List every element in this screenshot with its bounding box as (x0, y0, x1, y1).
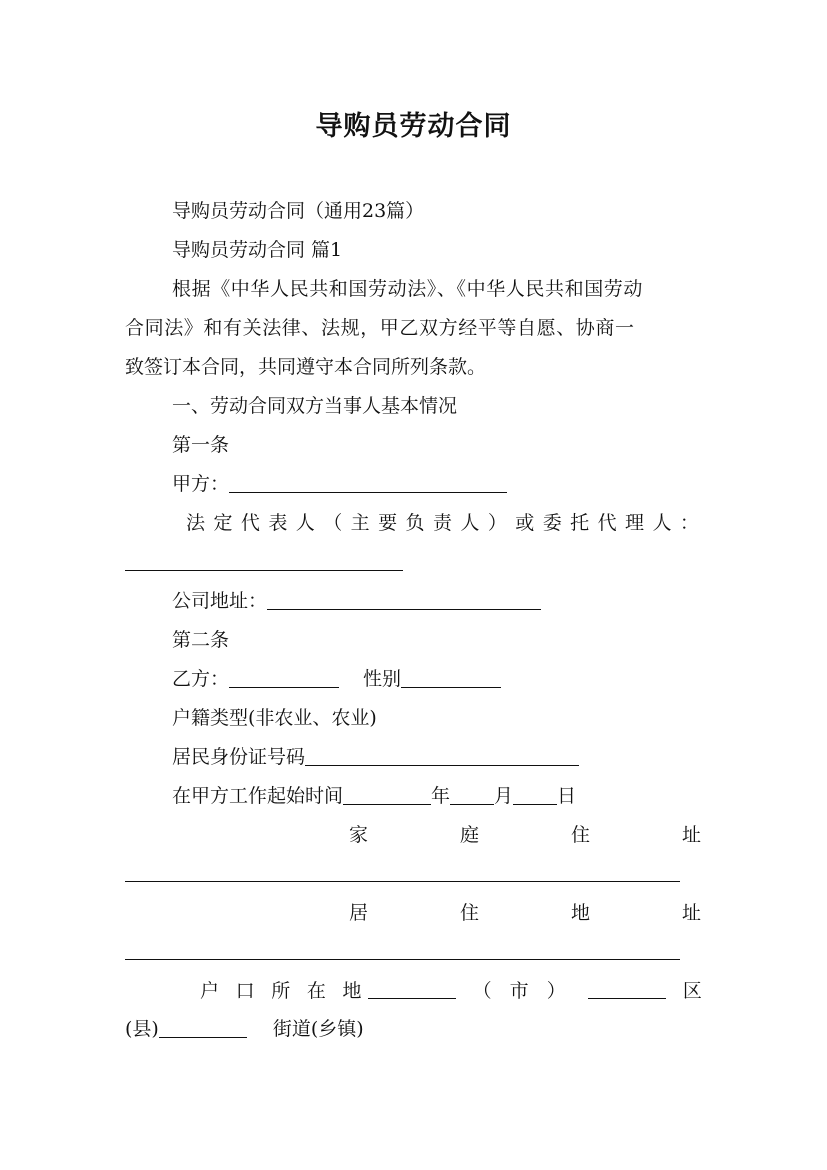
household-type: 户籍类型(非农业、农业) (172, 707, 377, 729)
intro-line-3: 致签订本合同，共同遵守本合同所列条款。 (125, 356, 487, 378)
company-address-label: 公司地址： (172, 590, 268, 612)
legal-rep-char: 代 (597, 512, 617, 534)
day-label: 日 (557, 785, 577, 807)
city-label: （ 市 ） (472, 980, 572, 1002)
legal-rep-char: 要 (378, 512, 398, 534)
gender-blank[interactable] (401, 669, 501, 688)
intro-line-1: 根据《中华人民共和国劳动法》、《中华人民共和国劳动 (172, 278, 644, 300)
start-time-row (172, 785, 576, 807)
legal-rep-row (186, 512, 699, 534)
party-a-blank[interactable] (229, 474, 507, 493)
document-subtitle: 导购员劳动合同（通用23篇） (172, 200, 425, 222)
party-b-row (172, 668, 501, 690)
county-label: (县) (125, 1018, 159, 1040)
party-a-row (172, 473, 507, 495)
party-a-label: 甲方： (172, 473, 230, 495)
legal-rep-char: 法 (186, 512, 206, 534)
registered-residence-row (200, 980, 702, 1002)
legal-rep-char: 人 (460, 512, 480, 534)
month-label: 月 (494, 785, 514, 807)
home-address-char: 址 (681, 824, 701, 846)
party-b-blank[interactable] (229, 669, 339, 688)
legal-rep-char: 委 (542, 512, 562, 534)
legal-rep-char: 人 (295, 512, 315, 534)
start-time-label: 在甲方工作起始时间 (172, 785, 344, 807)
part1-heading: 一、劳动合同双方当事人基本情况 (172, 395, 458, 417)
registered-char: 户 (200, 980, 220, 1002)
id-number-label: 居民身份证号码 (172, 746, 306, 768)
residence-address-char: 住 (459, 902, 479, 924)
article-1-label: 第一条 (172, 434, 230, 456)
day-blank[interactable] (513, 786, 557, 805)
year-blank[interactable] (343, 786, 431, 805)
legal-rep-char: 负 (405, 512, 425, 534)
city-blank[interactable] (368, 980, 456, 999)
registered-char: 所 (271, 980, 291, 1002)
legal-rep-char: 代 (240, 512, 260, 534)
street-label: 街道(乡镇) (272, 1018, 364, 1040)
residence-address-blank[interactable] (125, 958, 680, 960)
legal-rep-char: 理 (625, 512, 645, 534)
home-address-blank[interactable] (125, 880, 680, 882)
company-address-row (172, 590, 541, 612)
registered-char: 在 (306, 980, 326, 1002)
party-b-label: 乙方： (172, 668, 230, 690)
district-label: 区 (682, 980, 702, 1002)
intro-line-2: 合同法》和有关法律、法规，甲乙双方经平等自愿、协商一 (125, 317, 635, 339)
home-address-row (349, 824, 701, 846)
legal-rep-char: 主 (350, 512, 370, 534)
registered-char: 地 (342, 980, 362, 1002)
company-address-blank[interactable] (267, 591, 541, 610)
legal-rep-char: 或 (515, 512, 535, 534)
legal-rep-char: 表 (268, 512, 288, 534)
residence-address-char: 地 (570, 902, 590, 924)
year-label: 年 (431, 785, 451, 807)
legal-rep-char: 托 (570, 512, 590, 534)
home-address-char: 家 (349, 824, 369, 846)
legal-rep-char: ： (679, 512, 699, 534)
legal-rep-char: 人 (652, 512, 672, 534)
home-address-char: 庭 (459, 824, 479, 846)
legal-rep-char: 定 (213, 512, 233, 534)
district-blank[interactable] (588, 980, 666, 999)
registered-char: 口 (235, 980, 255, 1002)
legal-rep-char: 责 (432, 512, 452, 534)
id-number-row (172, 746, 579, 768)
article-2-label: 第二条 (172, 629, 230, 651)
month-blank[interactable] (450, 786, 494, 805)
home-address-char: 住 (570, 824, 590, 846)
residence-address-row (349, 902, 701, 924)
gender-label: 性别 (363, 668, 402, 690)
residence-address-char: 址 (681, 902, 701, 924)
document-title: 导购员劳动合同 (315, 111, 512, 142)
residence-address-char: 居 (349, 902, 369, 924)
section-heading: 导购员劳动合同 篇1 (172, 239, 343, 261)
legal-rep-blank[interactable] (125, 569, 403, 571)
id-number-blank[interactable] (305, 747, 579, 766)
county-blank[interactable] (159, 1019, 247, 1038)
county-street-row (125, 1018, 364, 1040)
legal-rep-char: ） (487, 512, 507, 534)
legal-rep-char: （ (323, 512, 343, 534)
